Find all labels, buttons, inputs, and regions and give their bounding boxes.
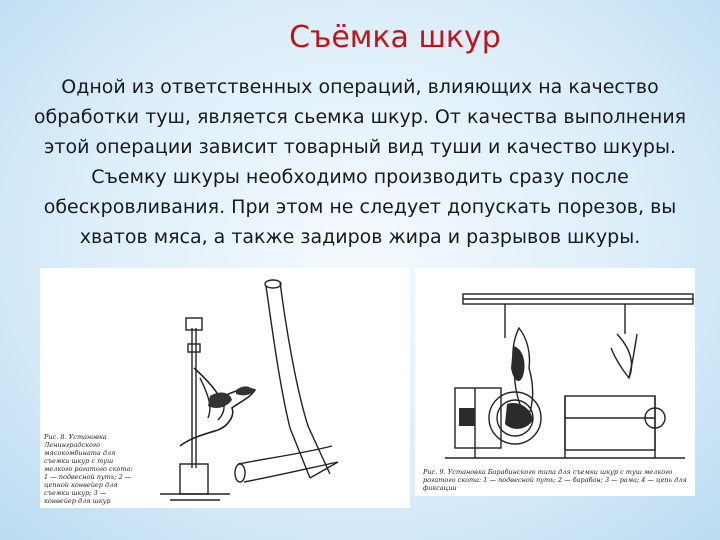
- slide-body-text: Одной из ответственных операций, влияющих на качество обработки туш, является сьемка шкур. От качества выполнения этой операции зависит товарный вид туши и качество шкуры. Съемку шкуры необходимо производить сразу после обескровливания. При этом не следует допускать порезов, вы хватов мяса, а также задиров жира и разрывов шкуры.: [33, 76, 687, 248]
- slide-title: Съёмка шкур: [289, 20, 501, 55]
- left-figure-hide-removal-installation: [40, 268, 410, 508]
- right-figure-caption: Рис. 9. Установка Барабинского типа для съемки шкур с туш мелкого рогатого скота: 1 — подвесной путь; 2 — барабан; 3 — рама; 4 — цепь для фиксации: [423, 468, 687, 492]
- left-figure-caption: Рис. 8. Установка Ленинградского мясокомбината для съемки шкур с туш мелкого рогатого скота: 1 — подвесной путь; 2 — цепной конвейер для съемки шкур; 3 — конвейер для шкур: [44, 433, 133, 505]
- right-figure-hide-removal-installation: [415, 268, 695, 496]
- right-figure-drawing: [415, 268, 695, 496]
